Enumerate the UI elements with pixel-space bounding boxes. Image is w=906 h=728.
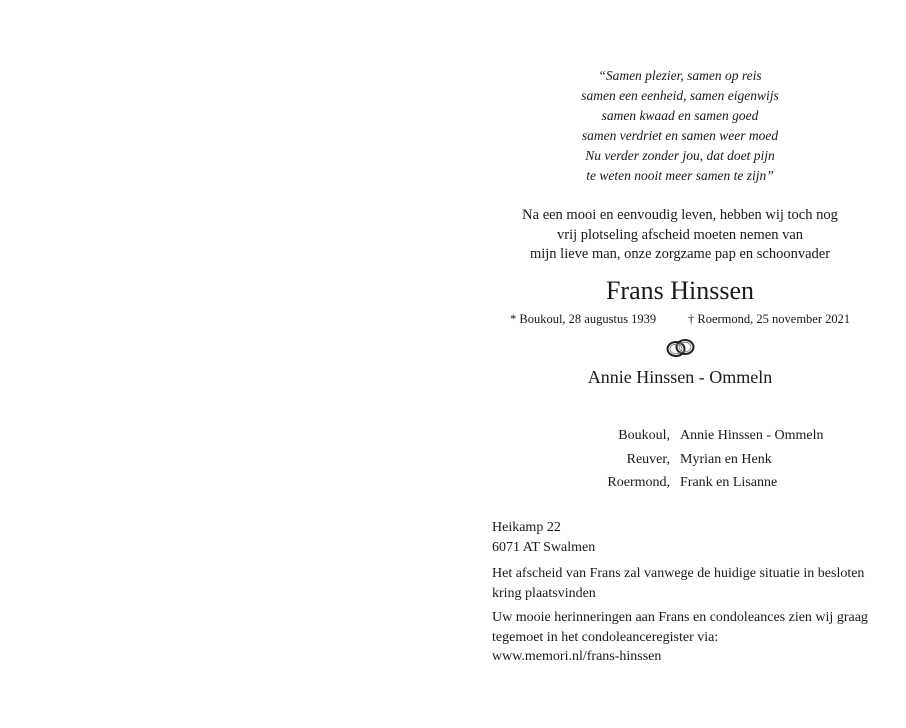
poem-line: samen verdriet en samen weer moed: [581, 128, 779, 143]
intro-line: mijn lieve man, onze zorgzame pap en schoonvader: [529, 246, 831, 262]
family-place: Reuver,: [626, 451, 670, 467]
spouse-name: Annie Hinssen - Ommeln: [587, 367, 773, 387]
memories-notice: Uw mooie herinneringen aan Frans en condoleances zien wij graag tegemoet in het condoleanceregister via:: [492, 610, 868, 645]
correspondence-address: [492, 518, 595, 557]
poem-line: Nu verder zonder jou, dat doet pijn: [585, 148, 775, 163]
family-members: Annie Hinssen - Ommeln: [680, 428, 824, 443]
notice-text: [492, 564, 882, 667]
address-city: 6071 AT Swalmen: [492, 539, 596, 555]
deceased-name: Frans Hinssen: [605, 276, 755, 305]
birth-date: * Boukoul, 28 augustus 1939: [510, 312, 657, 326]
poem: [530, 66, 830, 186]
wedding-rings-icon: [664, 336, 698, 360]
poem-line: samen een eenheid, samen eigenwijs: [581, 88, 779, 103]
poem-line: “Samen plezier, samen op reis: [598, 68, 762, 83]
condolence-link[interactable]: www.memori.nl/frans-hinssen: [492, 649, 662, 664]
intro-line: vrij plotseling afscheid moeten nemen van: [556, 226, 804, 243]
intro-line: Na een mooi en eenvoudig leven, hebben wij toch nog: [522, 207, 838, 223]
death-date: † Roermond, 25 november 2021: [688, 312, 851, 326]
family-place: Roermond,: [607, 475, 670, 490]
family-members: Frank en Lisanne: [680, 475, 778, 490]
family-members: Myrian en Henk: [680, 451, 772, 467]
address-street: Heikamp 22: [492, 520, 561, 535]
poem-line: samen kwaad en samen goed: [601, 108, 759, 123]
family-row: [560, 452, 880, 476]
family-list: [560, 428, 880, 499]
intro-text: [490, 206, 870, 265]
poem-line: te weten nooit meer samen te zijn”: [586, 168, 774, 183]
family-row: [560, 475, 880, 499]
family-place: Boukoul,: [618, 428, 670, 443]
farewell-notice: Het afscheid van Frans zal vanwege de huidige situatie in besloten kring plaatsvinden: [492, 566, 865, 601]
family-row: [560, 428, 880, 452]
